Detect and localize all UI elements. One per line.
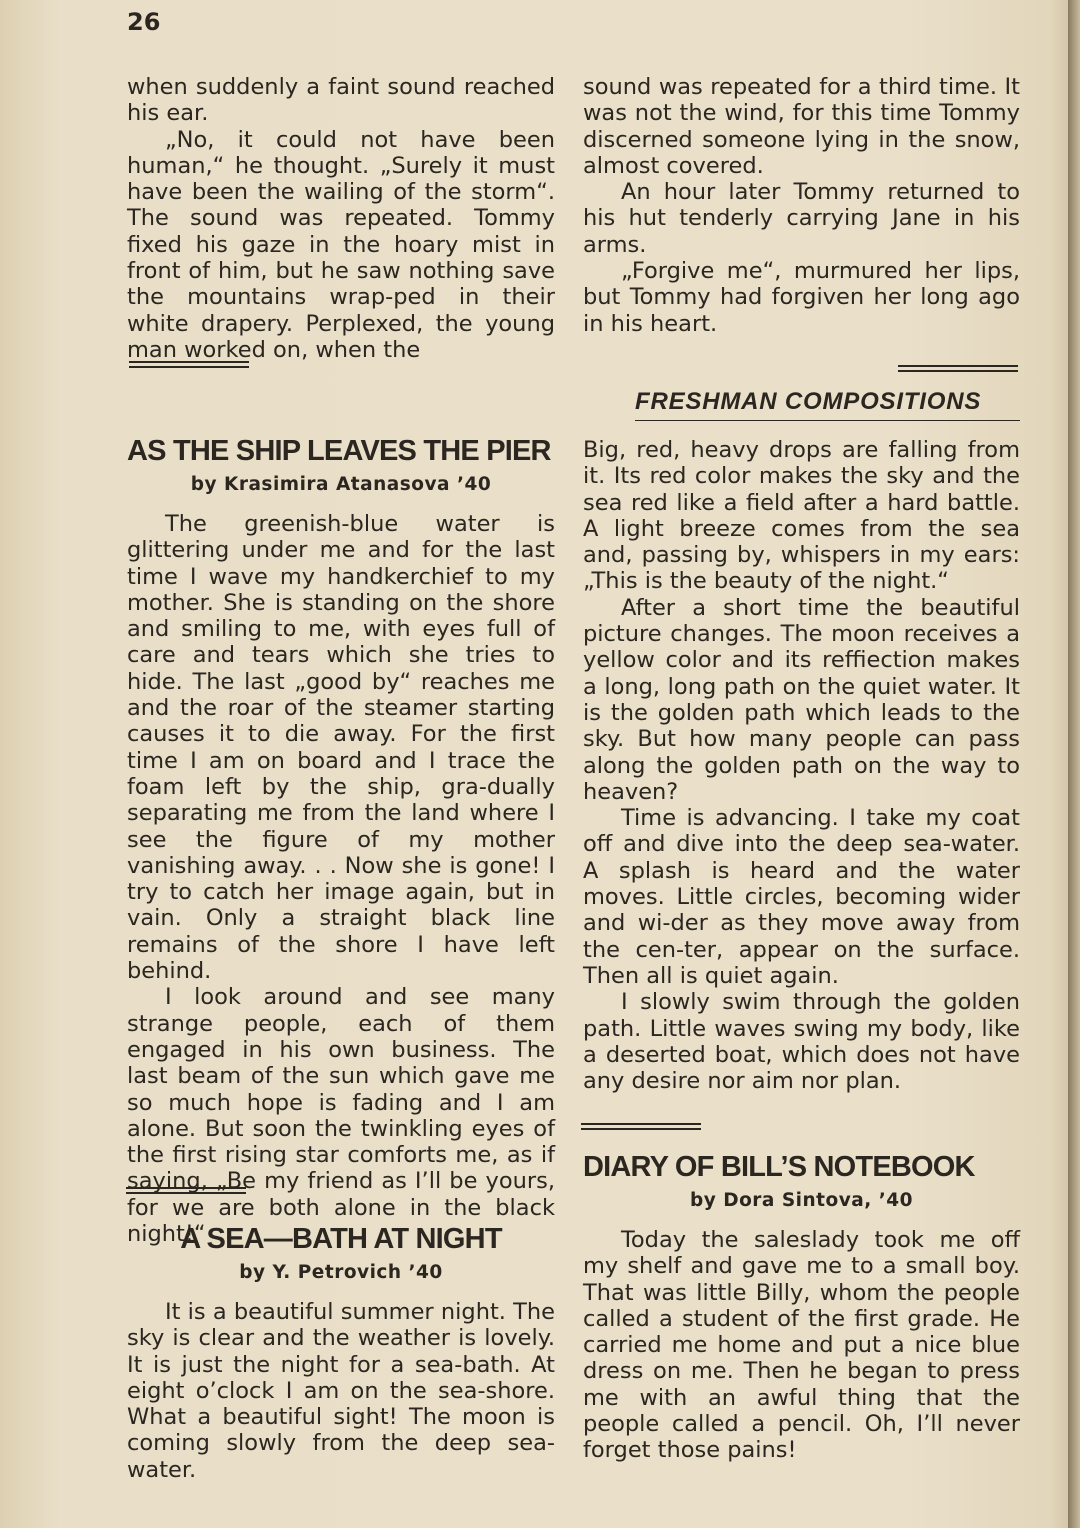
right-continuation [583, 74, 1020, 337]
continuation-paragraph: „Forgive me“, murmured her lips, but Tommy had forgiven her long ago in his heart. [583, 258, 1020, 337]
article-paragraph: Big, red, heavy drops are falling from it. Its red color makes the sky and the sea red like a field after a hard battle. A light breeze comes from the sea and, passing by, whispers in my ears: „This is the beauty of the night.“ [583, 437, 1020, 595]
article-paragraph: It is a beautiful summer night. The sky is clear and the weather is lovely. It is just the night for a sea-bath. At eight o’clock I am on the sea-shore. What a beautiful sight! The moon is coming slowly from the deep sea-water. [127, 1299, 555, 1483]
article-ship-leaves-pier [127, 434, 555, 1247]
article-title: DIARY OF BILL’S NOTEBOOK [583, 1151, 975, 1183]
article-title: A SEA—BATH AT NIGHT [180, 1223, 502, 1255]
article-paragraph: The greenish-blue water is glittering under me and for the last time I wave my handkerchief to my mother. She is standing on the shore and smiling to me, with eyes full of care and tears which she tries to hide. The last „good by“ reaches me and the roar of the steamer starting causes it to die away. For the first time I am on board and I trace the foam left by the ship, gra-dually separating me from the land where I see the figure of my mother vanishing away. . . Now she is gone! I try to catch her image again, but in vain. Only a straight black line remains of the shore I have left behind. [127, 511, 555, 985]
sea-bath-continued [583, 437, 1020, 1094]
article-byline: by Y. Petrovich ’40 [239, 1262, 443, 1283]
section-divider [898, 365, 1018, 372]
article-paragraph: After a short time the beautiful picture changes. The moon receives a yellow color and its reffiection makes a long, long path on the quiet water. It is the golden path which leads to the sky. But how many people can pass along the golden path on the way to heaven? [583, 594, 1020, 805]
continuation-paragraph: „No, it could not have been human,“ he thought. „Surely it must have been the wailing of the storm“. The sound was repeated. Tommy fixed his gaze in the hoary mist in front of him, but he saw nothing save the mountains wrap-ped in their white drapery. Perplexed, the young man worked on, when the [127, 126, 555, 363]
article-paragraph: Time is advancing. I take my coat off and dive into the deep sea-water. A splash is heard and the water moves. Little circles, becoming wider and wi-der as they move away from the cen-ter, appear on the surface. Then all is quiet again. [583, 805, 1020, 989]
section-label: FRESHMAN COMPOSITIONS [635, 388, 982, 415]
article-paragraph: I look around and see many strange people, each of them engaged in his own business. The last beam of the sun which gave me so much hope is fading and I am alone. But soon the twinkling eyes of the first rising star comforts me, as if saying, „Be my friend as I’ll be yours, for we are both alone in the black night!“ [127, 984, 555, 1248]
continuation-paragraph: when suddenly a faint sound reached his ear. [127, 74, 555, 127]
continuation-paragraph: sound was repeated for a third time. It was not the wind, for this time Tommy discerned someone lying in the snow, almost covered. [583, 74, 1020, 179]
article-byline: by Dora Sintova, ’40 [689, 1190, 914, 1211]
article-sea-bath [127, 1222, 555, 1483]
article-title: AS THE SHIP LEAVES THE PIER [127, 435, 551, 467]
section-label-underline [635, 420, 1020, 421]
page-spine [1068, 0, 1080, 1528]
article-paragraph: Today the saleslady took me off my shelf and gave me to a small boy. That was little Billy, whom the people called a student of the first grade. He carried me home and put a nice blue dress on me. Then he began to press me with an awful thing that the people called a pencil. Oh, I’ll never forget those pains! [583, 1227, 1020, 1464]
left-continuation [127, 74, 555, 363]
section-divider [581, 1123, 701, 1130]
section-divider [126, 1187, 246, 1194]
article-byline: by Krasimira Atanasova ’40 [190, 474, 492, 495]
article-bills-notebook [583, 1150, 1020, 1464]
continuation-paragraph: An hour later Tommy returned to his hut tenderly carrying Jane in his arms. [583, 179, 1020, 258]
page-number: 26 [127, 8, 161, 36]
article-paragraph: I slowly swim through the golden path. Little waves swing my body, like a deserted boat, which does not have any desire nor aim nor plan. [583, 989, 1020, 1095]
section-divider [129, 361, 249, 368]
